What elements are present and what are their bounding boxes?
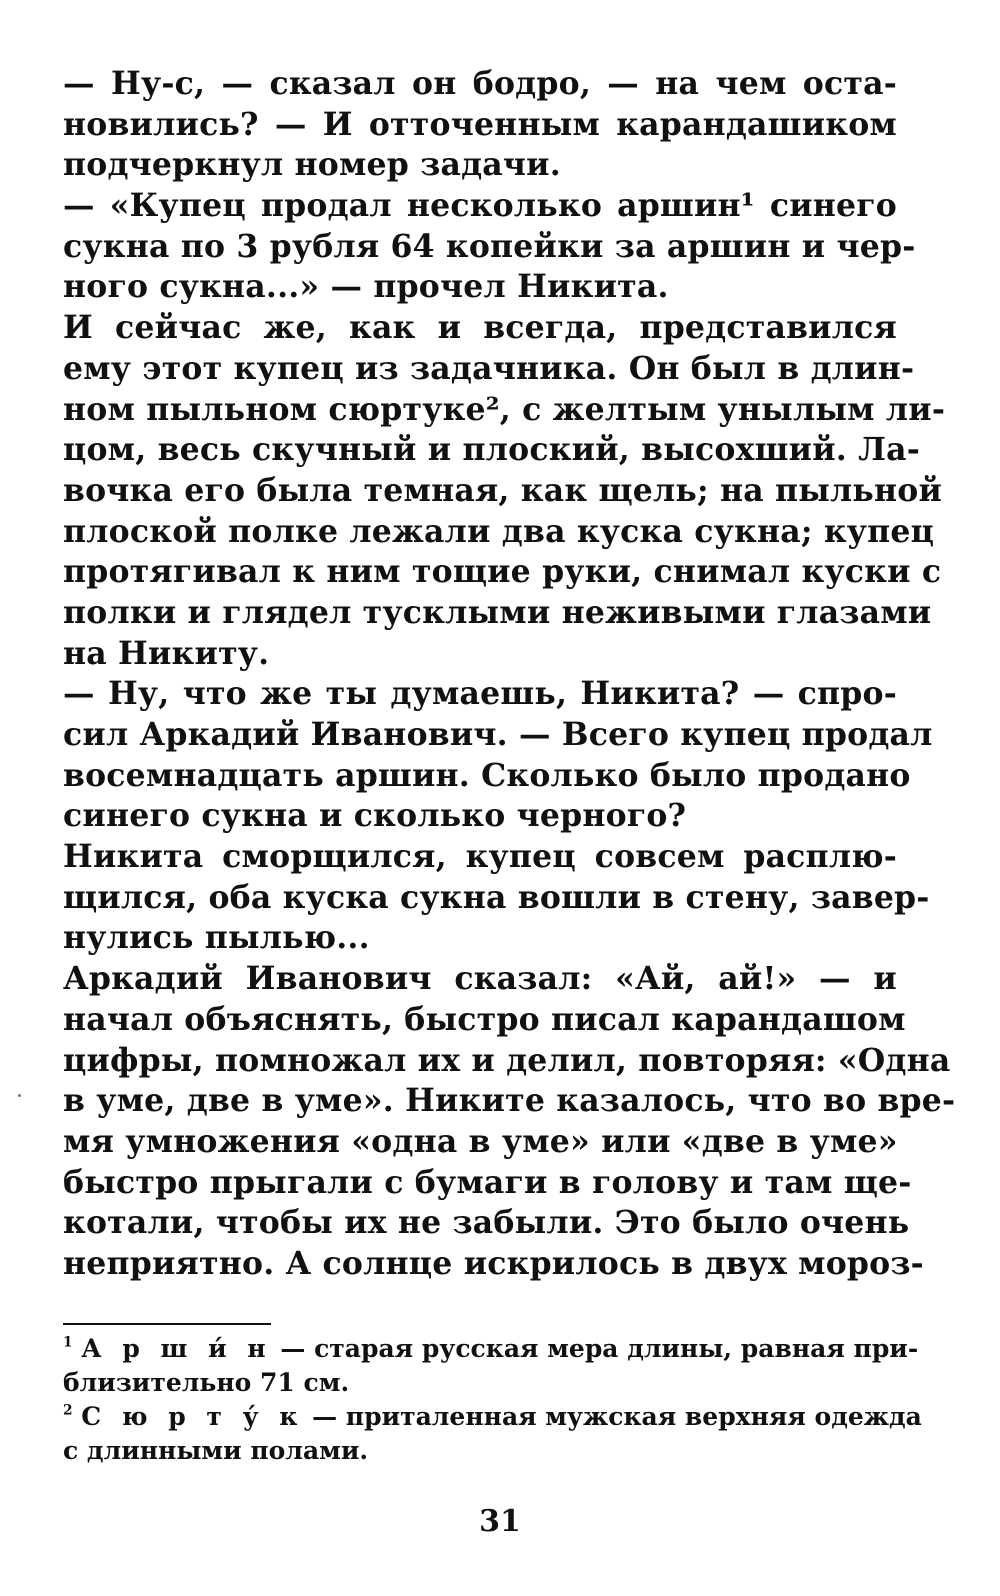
paragraph-5 bbox=[63, 837, 930, 959]
text-line: сил Аркадий Иванович. — Всего купец продал bbox=[63, 716, 933, 753]
text-line: — Ну, что же ты думаешь, Никита? — спро- bbox=[63, 675, 897, 713]
text-line: — Ну-с, — сказал он бодро, — на чем оста- bbox=[63, 65, 897, 102]
paragraph-1 bbox=[63, 64, 897, 186]
text-line: — «Купец продал несколько аршин¹ синего bbox=[63, 187, 897, 225]
text-line: Аркадий Иванович сказал: «Ай, ай!» — и bbox=[63, 960, 897, 998]
text-line: протягивал к ним тощие руки, снимал куски с bbox=[63, 553, 942, 591]
text-line: полки и глядел тусклыми неживыми глазами bbox=[63, 593, 932, 631]
text-line: щился, оба куска сукна вошли в стену, завер- bbox=[63, 878, 930, 916]
text-line: ему этот купец из задачника. Он был в длин- bbox=[63, 349, 915, 387]
text-line: цифры, помножал их и делил, повторяя: «Одна bbox=[63, 1041, 951, 1079]
paragraph-2 bbox=[63, 186, 916, 308]
footnote-definition: — старая русская мера длины, равная при- bbox=[271, 1334, 919, 1363]
footnote-1 bbox=[63, 1332, 919, 1400]
text-line: подчеркнул номер задачи. bbox=[63, 146, 561, 184]
text-line: вочка его была темная, как щель; на пыльной bbox=[63, 471, 943, 509]
text-line: на Никиту. bbox=[63, 634, 270, 672]
text-line: И сейчас же, как и всегда, представился bbox=[63, 309, 897, 347]
footnote-marker: 2 bbox=[63, 1402, 73, 1419]
footnotes bbox=[63, 1332, 922, 1468]
paragraph-6 bbox=[63, 959, 956, 1285]
paragraph-4 bbox=[63, 674, 933, 837]
footnote-line bbox=[63, 1400, 922, 1434]
text-line: восемнадцать аршин. Сколько было продано bbox=[63, 756, 911, 794]
scan-speck bbox=[18, 1094, 21, 1097]
main-text bbox=[63, 64, 956, 1285]
footnote-line: близительно 71 см. bbox=[63, 1368, 350, 1397]
text-line: нулись пылью... bbox=[63, 919, 370, 957]
text-line: неприятно. А солнце искрилось в двух мороз- bbox=[63, 1244, 924, 1282]
text-line: цом, весь скучный и плоский, высохший. Ла- bbox=[63, 431, 921, 469]
text-line: ном пыльном сюртуке², с желтым унылым ли- bbox=[63, 390, 946, 428]
text-line: в уме, две в уме». Никите казалось, что во вре- bbox=[63, 1082, 956, 1120]
footnote-line bbox=[63, 1332, 919, 1366]
footnote-term: А р ш и́ н bbox=[81, 1334, 272, 1363]
footnote-divider bbox=[63, 1323, 271, 1325]
text-line: плоской полке лежали два куска сукна; купец bbox=[63, 512, 935, 550]
footnote-line: с длинными полами. bbox=[63, 1436, 369, 1465]
text-line: синего сукна и сколько черного? bbox=[63, 797, 687, 835]
paragraph-3 bbox=[63, 308, 946, 674]
footnote-definition: — приталенная мужская верхняя одежда bbox=[303, 1402, 922, 1431]
footnote-2 bbox=[63, 1400, 922, 1468]
footnote-marker: 1 bbox=[63, 1334, 73, 1351]
footnote-term: С ю р т у́ к bbox=[81, 1402, 304, 1431]
text-line: Никита сморщился, купец совсем расплю- bbox=[63, 838, 897, 876]
text-line: начал объяснять, быстро писал карандашом bbox=[63, 1000, 906, 1038]
text-line: ного сукна...» — прочел Никита. bbox=[63, 268, 669, 306]
text-line: котали, чтобы их не забыли. Это было очень bbox=[63, 1204, 910, 1242]
text-line: сукна по 3 рубля 64 копейки за аршин и чер- bbox=[63, 227, 916, 265]
text-line: быстро прыгали с бумаги в голову и там ще- bbox=[63, 1163, 912, 1201]
page-number: 31 bbox=[479, 1504, 521, 1539]
text-line: новились? — И отточенным карандашиком bbox=[63, 105, 897, 143]
text-line: мя умножения «одна в уме» или «две в уме» bbox=[63, 1122, 898, 1160]
